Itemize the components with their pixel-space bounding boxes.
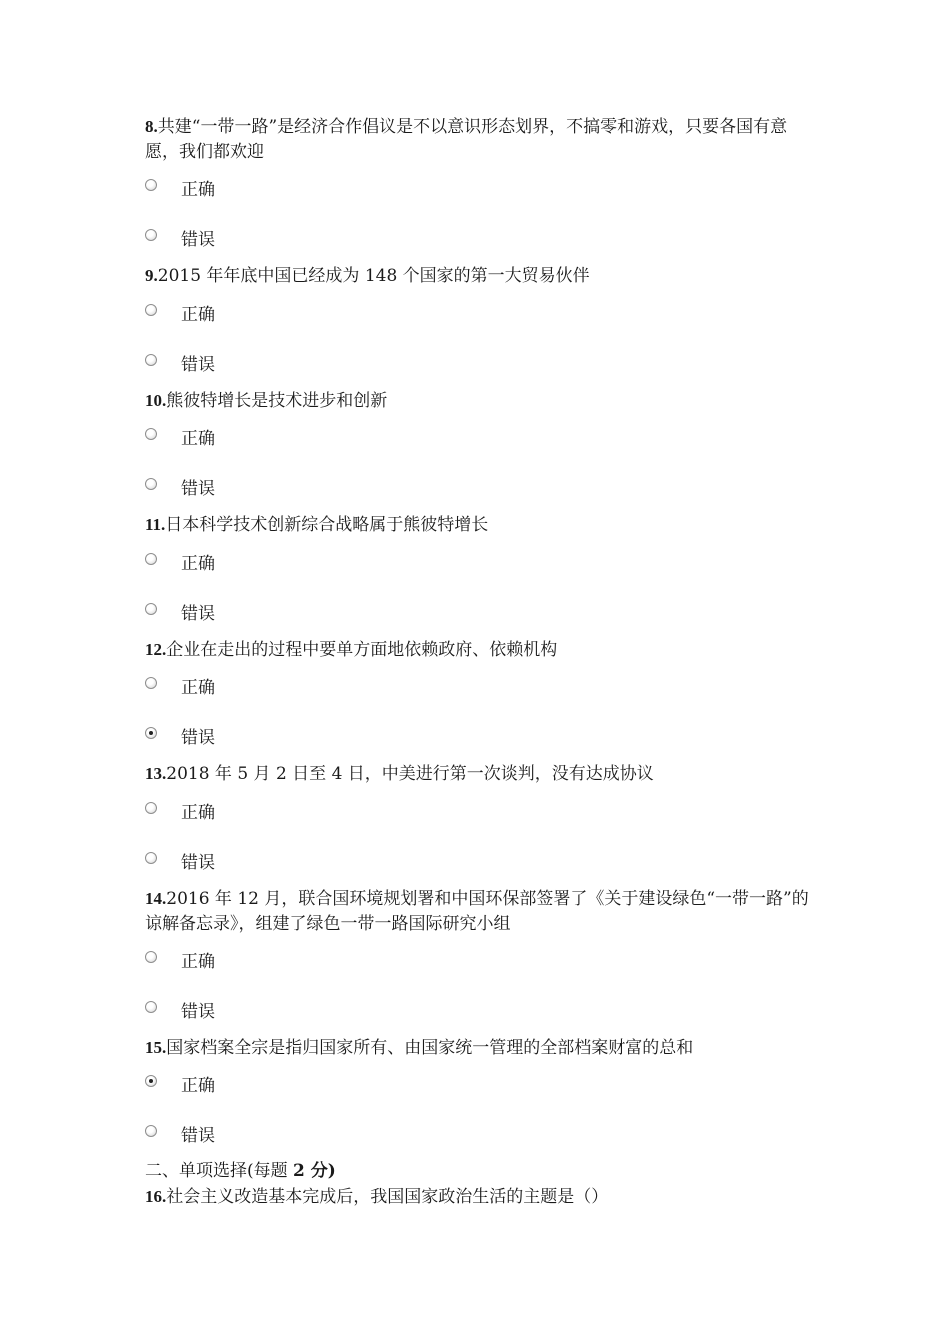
question-9: 9.2015 年年底中国已经成为 148 个国家的第一大贸易伙伴 xyxy=(145,266,590,286)
question-11-text: 日本科学技术创新综合战略属于熊彼特增长 xyxy=(165,515,489,535)
question-13: 13.2018 年 5 月 2 日至 4 日，中美进行第一次谈判，没有达成协议 xyxy=(145,764,654,784)
radio-icon[interactable] xyxy=(145,304,157,316)
question-9-text: 2015 年年底中国已经成为 148 个国家的第一大贸易伙伴 xyxy=(157,266,590,286)
radio-checked-icon[interactable] xyxy=(145,727,157,739)
question-12: 12.企业在走出的过程中要单方面地依赖政府、依赖机构 xyxy=(145,640,558,660)
radio-icon[interactable] xyxy=(145,852,157,864)
question-10-text: 熊彼特增长是技术进步和创新 xyxy=(166,391,388,411)
question-8: 8.共建“一带一路”是经济合作倡议是不以意识形态划界，不搞零和游戏，只要各国有意愿，我们都欢迎 xyxy=(145,117,788,162)
radio-icon[interactable] xyxy=(145,1001,157,1013)
radio-icon[interactable] xyxy=(145,677,157,689)
question-10: 10.熊彼特增长是技术进步和创新 xyxy=(145,391,388,411)
question-13-text: 2018 年 5 月 2 日至 4 日，中美进行第一次谈判，没有达成协议 xyxy=(166,764,654,784)
question-11: 11.日本科学技术创新综合战略属于熊彼特增长 xyxy=(145,515,489,535)
radio-icon[interactable] xyxy=(145,354,157,366)
question-15: 15.国家档案全宗是指归国家所有、由国家统一管理的全部档案财富的总和 xyxy=(145,1038,694,1058)
question-14-text: 2016 年 12 月，联合国环境规划署和中国环保部签署了《关于建设绿色“一带一路”的谅解备忘录》，组建了绿色一带一路国际研究小组 xyxy=(145,889,809,934)
radio-icon[interactable] xyxy=(145,478,157,490)
radio-icon[interactable] xyxy=(145,1125,157,1137)
radio-checked-icon[interactable] xyxy=(145,1075,157,1087)
radio-icon[interactable] xyxy=(145,553,157,565)
question-16-text: 社会主义改造基本完成后，我国国家政治生活的主题是（） xyxy=(166,1187,609,1207)
radio-icon[interactable] xyxy=(145,802,157,814)
section-heading: 二、单项选择(每题 2 分) xyxy=(145,1161,336,1181)
radio-icon[interactable] xyxy=(145,951,157,963)
question-16: 16.社会主义改造基本完成后，我国国家政治生活的主题是（） xyxy=(145,1187,609,1207)
question-8-text: 共建“一带一路”是经济合作倡议是不以意识形态划界，不搞零和游戏，只要各国有意愿，我们都欢迎 xyxy=(145,117,788,162)
radio-icon[interactable] xyxy=(145,428,157,440)
document-page: 8.共建“一带一路”是经济合作倡议是不以意识形态划界，不搞零和游戏，只要各国有意愿，我们都欢迎 正确 错误 9.2015 年年底中国已经成为 148 个国家的第一大贸易伙伴 正确 错误 10.熊彼特增长是技术进步和创新 正确 错误 11.日本科学技术创新综合战略属于熊彼特增长 正确 错误 12.企业在走出的过程中要单方面地依赖政府、依赖机构 正确 错误 13.2018 年 5 月 2 日至 4 日，中美进行第一次谈判，没有达成协议 正确 错误 14.2016 年 12 月，联合国环境规划署和中国环保部签署了《关于建设绿色“一带一路”的谅解备忘录》，组建了绿色一带一路国际研究小组 正确 错误 15.国家档案全宗是指归国家所有、由国家统一管理的全部档案财富的总和 正确 错误 二、单项选择(每题 2 分) 16.社会主义改造基本完成后，我国国家政治生活的主题是（） xyxy=(0,0,950,1344)
radio-icon[interactable] xyxy=(145,603,157,615)
question-15-text: 国家档案全宗是指归国家所有、由国家统一管理的全部档案财富的总和 xyxy=(166,1038,694,1058)
question-12-text: 企业在走出的过程中要单方面地依赖政府、依赖机构 xyxy=(166,640,558,660)
radio-icon[interactable] xyxy=(145,229,157,241)
radio-icon[interactable] xyxy=(145,179,157,191)
question-14: 14.2016 年 12 月，联合国环境规划署和中国环保部签署了《关于建设绿色“一带一路”的谅解备忘录》，组建了绿色一带一路国际研究小组 xyxy=(145,889,809,934)
